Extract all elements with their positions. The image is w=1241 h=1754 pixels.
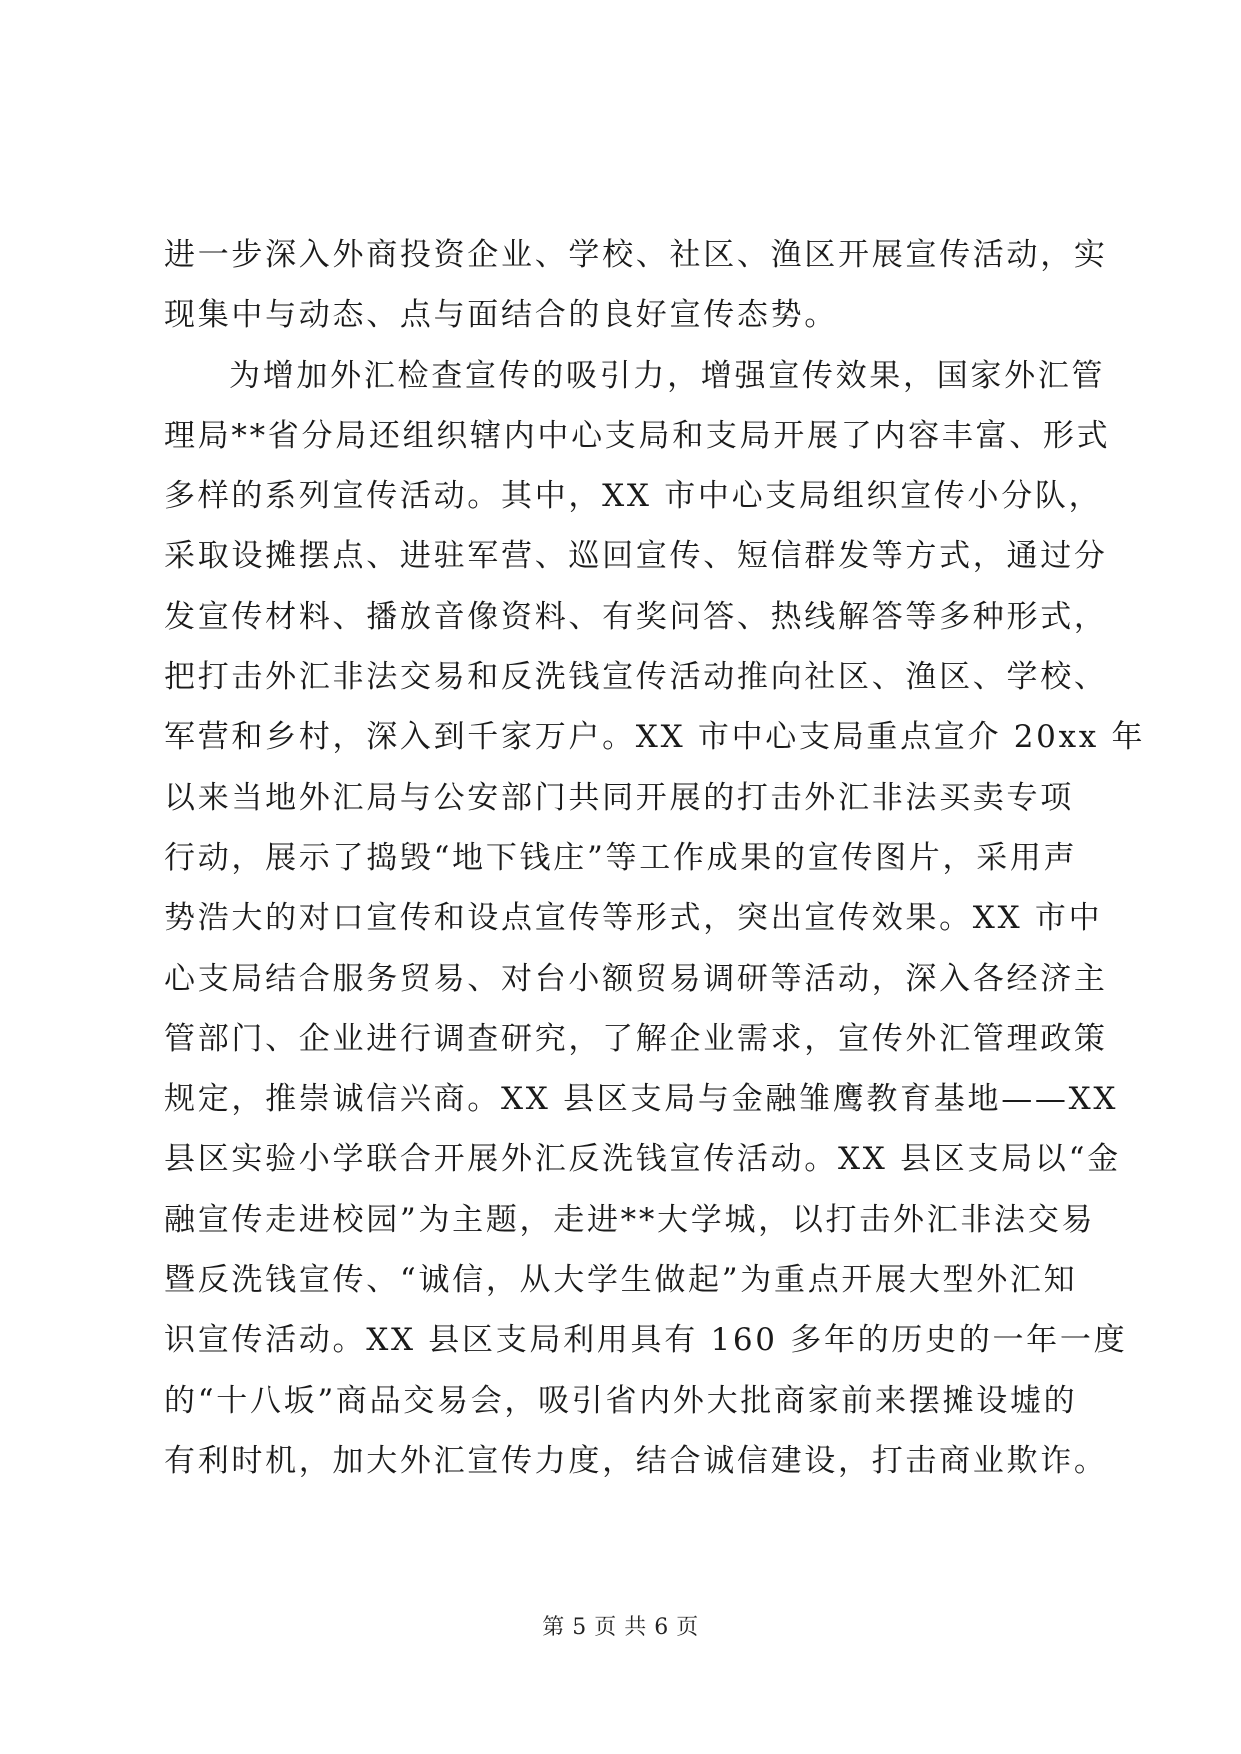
text-line: 发宣传材料、播放音像资料、有奖问答、热线解答等多种形式， [164,598,1108,635]
text-line: 行动，展示了捣毁“地下钱庄”等工作成果的宣传图片，采用声 [164,839,1078,876]
text-line: 现集中与动态、点与面结合的良好宣传态势。 [164,297,838,334]
text-line: 军营和乡村，深入到千家万户。XX 市中心支局重点宣介 20xx 年 [164,719,1146,756]
text-line: 采取设摊摆点、进驻军营、巡回宣传、短信群发等方式，通过分 [164,538,1108,575]
text-line: 识宣传活动。XX 县区支局利用具有 160 多年的历史的一年一度 [164,1322,1128,1359]
text-line: 暨反洗钱宣传、“诚信，从大学生做起”为重点开展大型外汇知 [164,1262,1078,1299]
text-line: 势浩大的对口宣传和设点宣传等形式，突出宣传效果。XX 市中 [164,900,1103,937]
text-line: 规定，推崇诚信兴商。XX 县区支局与金融雏鹰教育基地——XX [164,1081,1119,1118]
document-body [164,225,1146,1491]
text-line: 进一步深入外商投资企业、学校、社区、渔区开展宣传活动，实 [164,237,1108,273]
text-line: 管部门、企业进行调查研究，了解企业需求，宣传外汇管理政策 [164,1020,1108,1057]
page-number-footer: 第 5 页 共 6 页 [542,1615,699,1640]
text-line: 县区实验小学联合开展外汇反洗钱宣传活动。XX 县区支局以“金 [164,1141,1121,1178]
text-line: 融宣传走进校园”为主题，走进**大学城，以打击外汇非法交易 [164,1201,1096,1238]
text-line: 把打击外汇非法交易和反洗钱宣传活动推向社区、渔区、学校、 [164,659,1108,696]
text-line: 多样的系列宣传活动。其中，XX 市中心支局组织宣传小分队， [164,478,1103,515]
text-line: 理局**省分局还组织辖内中心支局和支局开展了内容丰富、形式 [164,417,1111,454]
text-line: 的“十八坂”商品交易会，吸引省内外大批商家前来摆摊设墟的 [164,1382,1078,1419]
text-line: 心支局结合服务贸易、对台小额贸易调研等活动，深入各经济主 [164,960,1108,997]
text-line: 以来当地外汇局与公安部门共同开展的打击外汇非法买卖专项 [164,779,1074,816]
text-line: 有利时机，加大外汇宣传力度，结合诚信建设，打击商业欺诈。 [164,1442,1108,1479]
paragraph-first-line: 为增加外汇检查宣传的吸引力，增强宣传效果，国家外汇管 [229,357,1106,394]
